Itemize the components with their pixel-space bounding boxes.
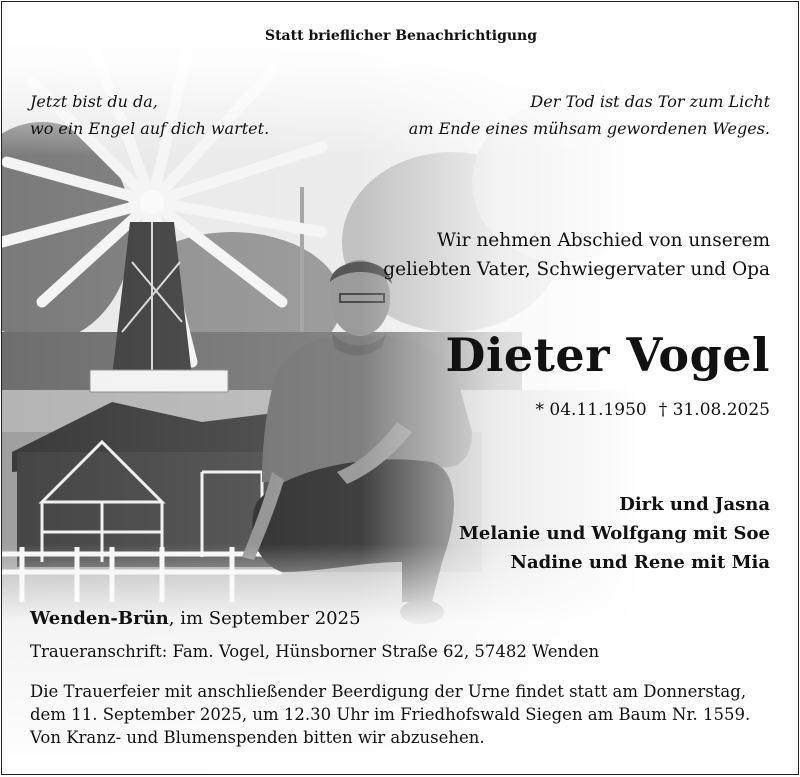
service-line-2: dem 11. September 2025, um 12.30 Uhr im Friedhofswald Siegen am Baum Nr. 1559. — [30, 705, 751, 724]
family-member: Dirk und Jasna — [619, 494, 770, 515]
deceased-name: Dieter Vogel — [445, 328, 770, 382]
death-date: † 31.08.2025 — [658, 400, 770, 420]
family-member: Melanie und Wolfgang mit Soe — [459, 523, 770, 544]
quote-right-line-1: Der Tod ist das Tor zum Licht — [530, 92, 770, 111]
town: Wenden-Brün — [30, 608, 169, 629]
notice-date: , im September 2025 — [168, 608, 361, 629]
service-line-3: Von Kranz- und Blumenspenden bitten wir abzusehen. — [30, 728, 485, 747]
family-list — [459, 490, 770, 577]
quote-left-line-2: wo ein Engel auf dich wartet. — [30, 119, 270, 138]
quote-left-line-1: Jetzt bist du da, — [30, 92, 158, 111]
farewell-intro — [383, 226, 770, 284]
header-title: Statt brieflicher Benachrichtigung — [264, 28, 537, 44]
intro-line-2: geliebten Vater, Schwiegervater und Opa — [383, 259, 770, 280]
obituary-notice — [1, 1, 799, 775]
funeral-service-info — [30, 680, 750, 749]
family-member: Nadine und Rene mit Mia — [510, 552, 770, 573]
quote-left — [30, 88, 269, 142]
life-dates — [524, 400, 771, 420]
intro-line-1: Wir nehmen Abschied von unserem — [437, 230, 770, 251]
place-and-date — [30, 608, 361, 629]
quote-right — [409, 88, 770, 142]
service-line-1: Die Trauerfeier mit anschließender Beerdigung der Urne findet statt am Donnerstag, — [30, 682, 747, 701]
quote-right-line-2: am Ende eines mühsam gewordenen Weges. — [408, 119, 770, 138]
mourning-address: Traueranschrift: Fam. Vogel, Hünsborner Straße 62, 57482 Wenden — [30, 642, 600, 661]
birth-date: * 04.11.1950 — [535, 400, 647, 420]
